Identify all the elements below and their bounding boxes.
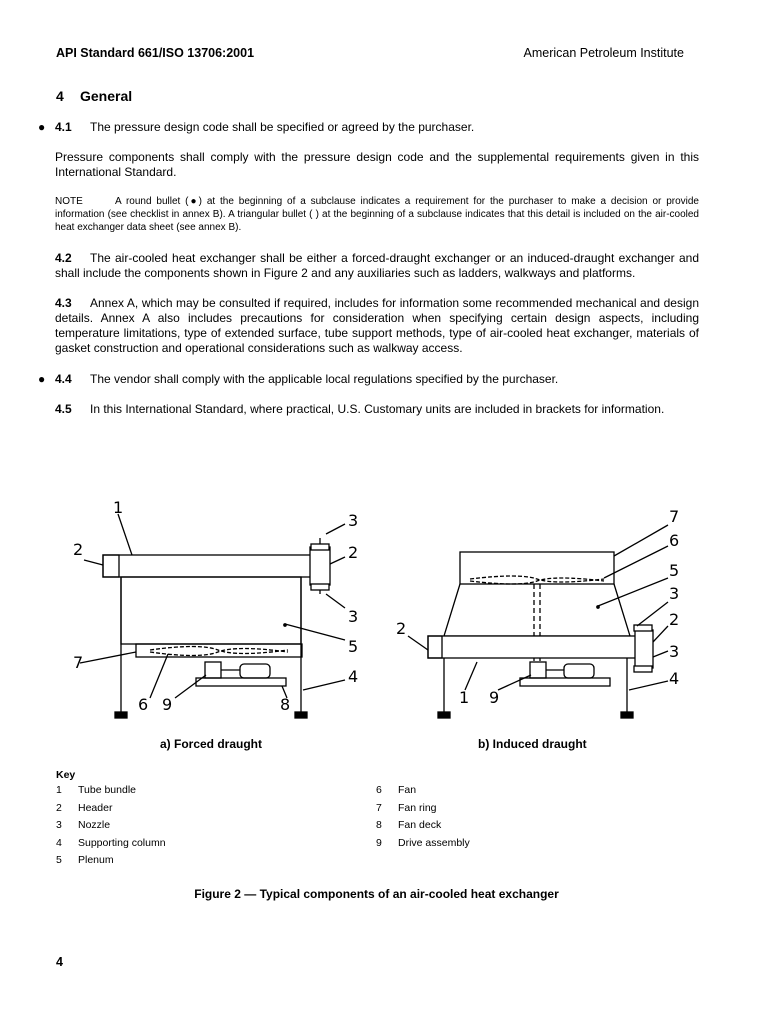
key-number: 1	[56, 784, 62, 796]
clause-4-1-body: Pressure components shall comply with the pressure design code and the supplemental requirements given in this International Standard.	[55, 150, 699, 179]
key-item	[376, 819, 441, 832]
fan-deck	[196, 678, 286, 686]
clause-4-4	[55, 372, 699, 387]
clause-text: The vendor shall comply with the applicable local regulations specified by the purchaser.	[90, 372, 559, 386]
key-number: 7	[376, 802, 382, 814]
label-2: 2	[669, 610, 680, 629]
key-item	[376, 802, 437, 815]
nozzle-top	[311, 544, 329, 550]
tube-bundle	[103, 555, 311, 577]
note-label: NOTE	[55, 196, 83, 207]
note-text: A round bullet (●) at the beginning of a subclause indicates a requirement for the purchaser to make a decision or provide information (see checklist in annex B). A triangular bullet ( ) at the beginning of a subclause indicates that this detail is included on the air-cooled heat exchanger data sheet (see annex B).	[55, 196, 699, 233]
label-3: 3	[669, 642, 680, 661]
key-label: Supporting column	[78, 837, 166, 849]
label-6: 6	[669, 531, 680, 550]
label-2: 2	[73, 540, 84, 559]
key-item	[56, 819, 110, 832]
clause-text: The pressure design code shall be specified or agreed by the purchaser.	[90, 120, 475, 134]
label-1: 1	[459, 688, 470, 707]
caption-forced-draught: a) Forced draught	[160, 737, 263, 751]
key-label: Nozzle	[78, 819, 111, 831]
figure-diagrams	[0, 480, 768, 730]
induced-draught-diagram	[408, 525, 668, 718]
tube-bundle	[428, 636, 636, 658]
clause-number: 4.4	[55, 372, 72, 386]
key-label: Header	[78, 802, 113, 814]
plenum	[121, 577, 301, 644]
key-number: 5	[56, 854, 62, 866]
header-right	[310, 547, 330, 585]
label-7: 7	[73, 653, 84, 672]
label-3: 3	[348, 511, 359, 530]
key-label: Fan	[398, 784, 417, 796]
section-title	[56, 88, 132, 104]
key-item	[56, 802, 112, 815]
publisher-name: American Petroleum Institute	[523, 46, 684, 60]
drive-motor	[240, 664, 270, 678]
label-5: 5	[669, 561, 680, 580]
key-label: Fan ring	[398, 802, 437, 814]
label-2: 2	[348, 543, 359, 562]
clause-4-3	[55, 296, 699, 356]
label-1: 1	[113, 498, 124, 517]
clause-text: The air-cooled heat exchanger shall be either a forced-draught exchanger or an induced-draught exchanger and shall include the components shown in Figure 2 and any auxiliaries such as ladders, walkways and platforms.	[55, 251, 699, 280]
key-label: Fan deck	[398, 819, 442, 831]
forced-draught-diagram	[80, 514, 345, 718]
clause-number: 4.5	[55, 402, 72, 416]
document-standard-id: API Standard 661/ISO 13706:2001	[56, 46, 255, 60]
label-3: 3	[348, 607, 359, 626]
label-6: 6	[138, 695, 149, 714]
nozzle-bottom	[311, 584, 329, 590]
clause-text: In this International Standard, where practical, U.S. Customary units are included in brackets for information.	[90, 402, 665, 416]
key-item	[56, 854, 114, 867]
label-4: 4	[348, 667, 359, 686]
key-number: 4	[56, 837, 62, 849]
clause-4-1	[55, 120, 699, 135]
nozzle-bottom	[634, 666, 652, 672]
key-item	[376, 784, 416, 797]
note	[55, 195, 699, 234]
section-title-text: General	[80, 88, 133, 104]
clause-4-2	[55, 251, 699, 281]
fan	[150, 647, 288, 654]
drive-motor	[564, 664, 594, 678]
key-label: Plenum	[78, 854, 114, 866]
plenum	[444, 584, 630, 636]
label-5: 5	[348, 637, 359, 656]
key-label: Tube bundle	[78, 784, 136, 796]
label-9: 9	[162, 695, 173, 714]
clause-number: 4.2	[55, 251, 72, 265]
header-right	[635, 630, 653, 668]
key-number: 9	[376, 837, 382, 849]
key-item	[376, 837, 470, 850]
round-bullet-icon: ●	[38, 372, 46, 386]
key-number: 3	[56, 819, 62, 831]
clause-4-5	[55, 402, 699, 417]
nozzle-top	[634, 625, 652, 631]
label-7: 7	[669, 507, 680, 526]
caption-induced-draught: b) Induced draught	[478, 737, 587, 751]
key-item	[56, 837, 166, 850]
key-title: Key	[56, 769, 76, 781]
label-8: 8	[280, 695, 291, 714]
figure-title: Figure 2 — Typical components of an air-cooled heat exchanger	[194, 887, 559, 901]
drive-assembly	[530, 662, 546, 678]
round-bullet-icon: ●	[38, 120, 46, 134]
section-number: 4	[56, 88, 64, 104]
label-2: 2	[396, 619, 407, 638]
key-number: 6	[376, 784, 382, 796]
key-item	[56, 784, 136, 797]
fan-deck	[520, 678, 610, 686]
key-number: 8	[376, 819, 382, 831]
page-number: 4	[56, 955, 63, 969]
label-4: 4	[669, 669, 680, 688]
drive-assembly	[205, 662, 221, 678]
label-3: 3	[669, 584, 680, 603]
clause-number: 4.3	[55, 296, 72, 310]
label-9: 9	[489, 688, 500, 707]
key-label: Drive assembly	[398, 837, 470, 849]
clause-text: Annex A, which may be consulted if required, includes for information some recommended mechanical and design details. Annex A also includes precautions for consideration when specifying certain design aspects, including temperature limitations, type of extended surface, tube support methods, type of air-cooled heat exchanger, materials of gasket construction and operational considerations such as walkway access.	[55, 296, 699, 355]
key-number: 2	[56, 802, 62, 814]
clause-number: 4.1	[55, 120, 72, 134]
